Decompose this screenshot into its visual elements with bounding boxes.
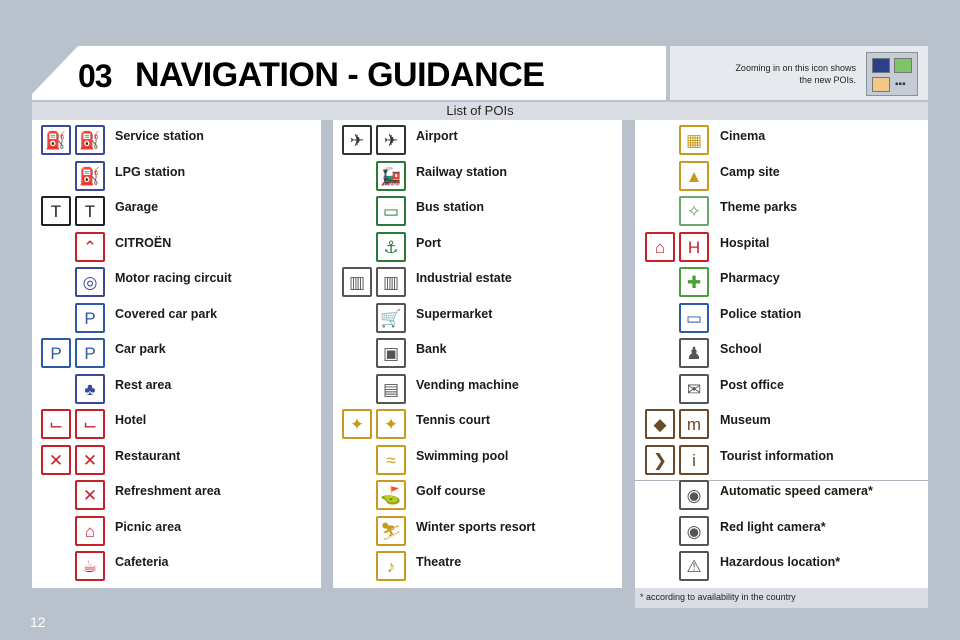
zoom-note-line1: Zooming in on this icon shows (735, 63, 856, 73)
list-of-pois-title: List of POIs (32, 102, 928, 120)
poi-label: Covered car park (115, 307, 218, 321)
poi-label: Red light camera* (720, 520, 826, 534)
cutlery-icon: ✕ (41, 445, 71, 475)
chapter-number: 03 (78, 58, 112, 94)
poi-label: Hotel (115, 413, 147, 427)
factory-icon: ▥ (376, 267, 406, 297)
picnic-table-icon: ⌂ (75, 516, 105, 546)
poi-label: School (720, 342, 762, 356)
poi-label: Cafeteria (115, 555, 169, 569)
speed-camera-icon: ◉ (679, 480, 709, 510)
cutlery-icon: ✕ (75, 445, 105, 475)
factory-icon: ▥ (342, 267, 372, 297)
poi-zoom-icon: ▪▪▪ (866, 52, 918, 96)
poi-label: Museum (720, 413, 771, 427)
poi-label: Rest area (115, 378, 172, 392)
pharmacy-cross-icon: ✚ (679, 267, 709, 297)
poi-label: Automatic speed camera* (720, 484, 873, 498)
train-icon: 🚂 (376, 161, 406, 191)
wrench-icon: T (75, 196, 105, 226)
bed-icon: ⌙ (75, 409, 105, 439)
poi-label: Tennis court (416, 413, 491, 427)
race-track-icon: ◎ (75, 267, 105, 297)
zoom-note (680, 62, 856, 86)
parking-icon: P (75, 338, 105, 368)
ship-icon: ⚓ (376, 232, 406, 262)
film-icon: ▦ (679, 125, 709, 155)
shopping-cart-icon: 🛒 (376, 303, 406, 333)
school-children-icon: ♟ (679, 338, 709, 368)
wrench-icon: T (41, 196, 71, 226)
zoom-note-line2: the new POIs. (799, 75, 856, 85)
sport-icon: ✦ (342, 409, 372, 439)
red-light-camera-icon: ◉ (679, 516, 709, 546)
poi-label: Post office (720, 378, 784, 392)
poi-label: Motor racing circuit (115, 271, 232, 285)
info-spread-icon: ❯ (645, 445, 675, 475)
poi-label: Industrial estate (416, 271, 512, 285)
covered-parking-icon: P (75, 303, 105, 333)
poi-label: Refreshment area (115, 484, 221, 498)
poi-label: Supermarket (416, 307, 493, 321)
poi-label: Car park (115, 342, 166, 356)
vending-machine-icon: ▤ (376, 374, 406, 404)
refreshment-icon: ✕ (75, 480, 105, 510)
poi-label: Bank (416, 342, 447, 356)
poi-label: Golf course (416, 484, 486, 498)
museum-icon: ◆ (645, 409, 675, 439)
poi-label: CITROËN (115, 236, 172, 250)
poi-label: Port (416, 236, 441, 250)
envelope-icon: ✉ (679, 374, 709, 404)
poi-label: Swimming pool (416, 449, 509, 463)
poi-label: Camp site (720, 165, 780, 179)
coffee-cup-icon: ☕ (75, 551, 105, 581)
swimmer-icon: ≈ (376, 445, 406, 475)
poi-label: Bus station (416, 200, 485, 214)
poi-label: Picnic area (115, 520, 182, 534)
poi-label: Restaurant (115, 449, 181, 463)
page-number: 12 (30, 614, 46, 630)
footnote: * according to availability in the country (640, 592, 796, 602)
skier-icon: ⛷ (376, 516, 406, 546)
bank-icon: ▣ (376, 338, 406, 368)
fuel-pump-icon: ⛽ (75, 125, 105, 155)
poi-label: Vending machine (416, 378, 519, 392)
poi-label: Theme parks (720, 200, 798, 214)
poi-label: Theatre (416, 555, 462, 569)
fuel-pump-icon: ⛽ (41, 125, 71, 155)
hospital-h-icon: H (679, 232, 709, 262)
poi-label: Winter sports resort (416, 520, 536, 534)
police-icon: ▭ (679, 303, 709, 333)
hospital-building-icon: ⌂ (645, 232, 675, 262)
citroen-logo-icon: ⌃ (75, 232, 105, 262)
poi-label: Service station (115, 129, 204, 143)
poi-label: Pharmacy (720, 271, 780, 285)
parking-icon: P (41, 338, 71, 368)
hazard-triangle-icon: ⚠ (679, 551, 709, 581)
bus-icon: ▭ (376, 196, 406, 226)
poi-label: Police station (720, 307, 802, 321)
airport-grid-icon: ✈ (342, 125, 372, 155)
tent-icon: ▲ (679, 161, 709, 191)
lpg-pump-icon: ⛽ (75, 161, 105, 191)
poi-label: Hazardous location* (720, 555, 841, 569)
poi-label: LPG station (115, 165, 186, 179)
poi-label: Airport (416, 129, 458, 143)
golfer-icon: ⛳ (376, 480, 406, 510)
poi-label: Tourist information (720, 449, 834, 463)
airplane-icon: ✈ (376, 125, 406, 155)
theatre-icon: ♪ (376, 551, 406, 581)
museum-m-icon: m (679, 409, 709, 439)
bed-icon: ⌙ (41, 409, 71, 439)
poi-label: Railway station (416, 165, 507, 179)
info-i-icon: i (679, 445, 709, 475)
rest-area-icon: ♣ (75, 374, 105, 404)
poi-label: Hospital (720, 236, 770, 250)
theme-park-icon: ✧ (679, 196, 709, 226)
poi-label: Cinema (720, 129, 766, 143)
tennis-icon: ✦ (376, 409, 406, 439)
page-title: NAVIGATION - GUIDANCE (135, 56, 545, 94)
poi-label: Garage (115, 200, 159, 214)
